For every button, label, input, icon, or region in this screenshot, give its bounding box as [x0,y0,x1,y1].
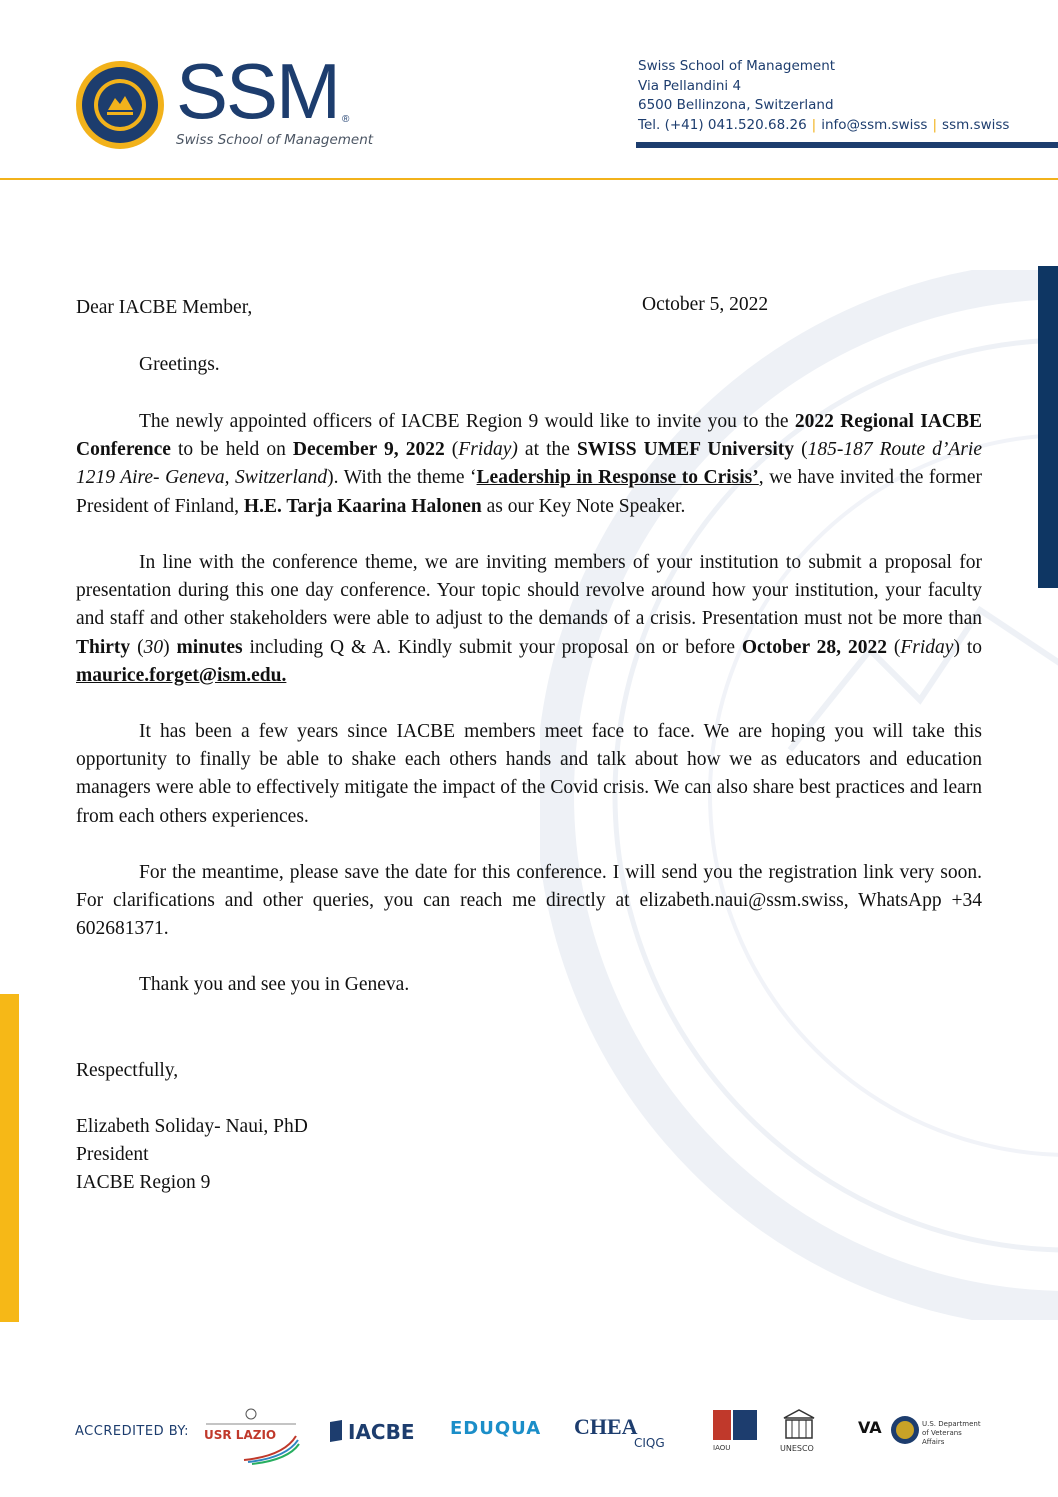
p2-text: ) [163,636,177,658]
salutation: Dear IACBE Member, [76,297,253,318]
iacbe-text: IACBE [348,1420,415,1444]
separator: | [811,116,817,133]
usr-lazio-logo-icon [204,1408,300,1466]
telephone: Tel. (+41) 041.520.68.26 [638,116,807,133]
conference-name: 2022 Regional IACBE Conference [76,411,982,461]
p1-text: ( [444,439,459,461]
eduqua-logo [450,1418,541,1439]
p3-text: It has been a few years since IACBE members meet face to face. We are hoping you will take this opportunity to finally be able to shake each others hands and talk about how we as educators and education managers were able to effectively mitigate the impact of the Covid crisis. We can also share best practices and learn from each others experiences. [76,721,982,827]
p1-text: ( [794,439,808,461]
va-text: VA [858,1418,882,1437]
conference-day: Friday) [458,439,518,461]
paragraph-2 [76,549,982,690]
separator: | [932,116,938,133]
p4-text: For the meantime, please save the date for this conference. I will send you the registration link very soon. For clarifications and other queries, you can reach me directly at elizabeth.naui@ssm.swiss, WhatsApp +34 602681371. [76,862,982,940]
paragraph-3 [76,718,982,831]
website-link[interactable]: ssm.swiss [942,116,1010,133]
duration-word: Thirty [76,636,131,658]
signer-name: Elizabeth Soliday- Naui, PhD [76,1116,308,1137]
va-seal-icon [890,1415,920,1445]
p2-text: In line with the conference theme, we are inviting members of your institution to submit a proposal for presentation during this one day conference. Your topic should revolve around how your institution, your faculty and staff and other stakeholders were able to adjust to the demands of a crisis. Presentation must not be more than [76,552,982,630]
greeting-text: Greetings. [139,354,220,375]
greeting [76,351,982,379]
p1-text: to be held on [170,439,293,461]
p1-text: as our Key Note Speaker. [481,495,686,517]
paragraph-4 [76,859,982,944]
va-logo [858,1418,882,1437]
iaou-mark-icon [713,1410,759,1444]
p2-text: including Q & A. Kindly submit your proposal on or before [242,636,742,658]
proposal-email-link[interactable]: maurice.forget@ism.edu. [76,664,287,686]
left-gold-accent-bar [0,994,19,1322]
closing-text: Thank you and see you in Geneva. [139,974,410,995]
chea-text: CHEA [574,1414,638,1439]
p2-text: ) to [953,636,983,658]
keynote-speaker: H.E. Tarja Kaarina Halonen [243,495,482,517]
deadline-day: Friday [900,636,954,658]
venue-name: SWISS UMEF University [576,439,795,461]
address-line-2: 6500 Bellinzona, Switzerland [638,97,834,113]
duration-unit: minutes [176,636,243,658]
p2-text: ( [886,636,901,658]
contact-name: Swiss School of Management [638,58,836,74]
eduqua-text: EDUQUA [450,1418,542,1439]
conference-date: December 9, 2022 [292,439,445,461]
ssm-wordmark: SSM [176,47,340,135]
registered-mark: ® [342,114,350,125]
brand-subtitle: Swiss School of Management [176,132,374,148]
iacbe-mark-icon [326,1418,346,1444]
va-department-text: U.S. Department of Veterans Affairs [922,1420,981,1446]
accredited-label: ACCREDITED BY: [75,1424,190,1439]
unesco-logo [768,1408,830,1462]
conference-theme: Leadership in Response to Crisis’ [476,467,759,489]
right-navy-accent-bar [1038,266,1058,588]
letter-date: October 5, 2022 [642,294,769,315]
chea-logo [574,1414,678,1454]
p1-text: ). With the theme ‘ [327,467,477,489]
signer-org: IACBE Region 9 [76,1172,211,1194]
contact-underline-bar [636,142,1058,148]
unesco-text: UNESCO [780,1444,814,1453]
paragraph-1 [76,408,982,521]
p1-text: at the [517,439,577,461]
proposal-deadline: October 28, 2022 [741,636,887,658]
venue-address: 185-187 Route d’Arie 1219 Aire- Geneva, Switzerland [76,439,983,489]
header-gold-rule [0,178,1058,180]
duration-number: 30 [143,636,164,658]
signature-block [76,1113,982,1198]
email-link[interactable]: info@ssm.swiss [821,116,928,133]
address-line-1: Via Pellandini 4 [638,77,742,94]
ssm-seal-logo-icon [75,60,165,150]
signoff: Respectfully, [76,1060,179,1081]
p2-text: ( [130,636,144,658]
closing-line [76,971,982,999]
ciqg-text: CIQG [634,1436,665,1450]
usr-lazio-text: USR LAZIO [204,1428,277,1442]
iaou-text: IAOU [713,1444,731,1452]
p1-text: The newly appointed officers of IACBE Region 9 would like to invite you to the [139,411,795,432]
contact-line [638,116,1009,136]
signer-title: President [76,1144,149,1166]
unesco-temple-icon [768,1408,830,1442]
p1-text: , we have invited the former President of Finland, [76,467,982,517]
iaou-logo [713,1410,759,1458]
contact-block [638,57,1009,135]
